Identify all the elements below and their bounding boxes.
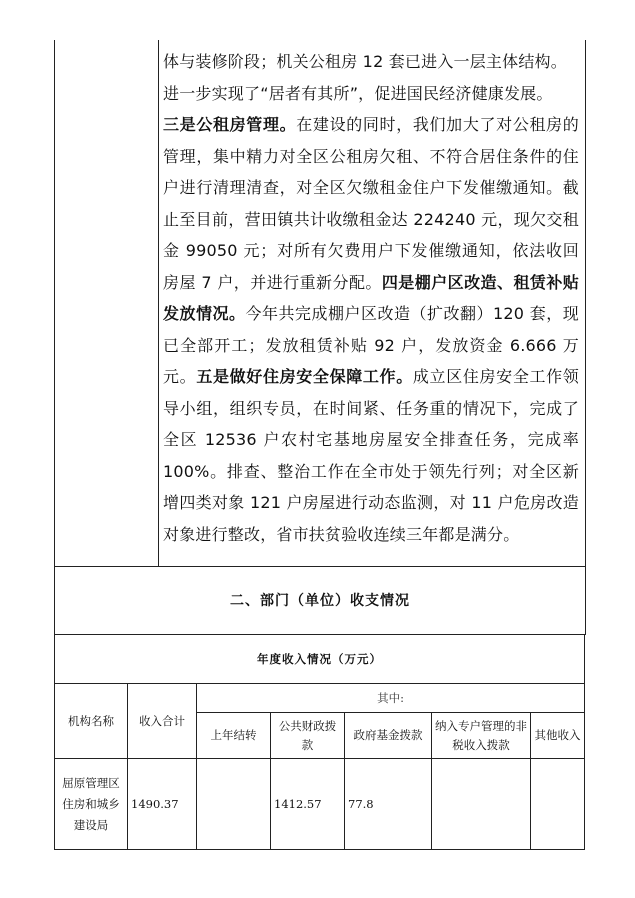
- narrative-label-cell: [55, 40, 159, 566]
- header-other: 其他收入: [531, 713, 585, 759]
- income-table-title: 年度收入情况（万元）: [55, 635, 585, 684]
- paragraph-text: 今年共完成棚户区改造（扩改翻）120 套，现已全部开工；发放租赁补贴 92 户，发放资金 6.666 万元。: [163, 304, 579, 386]
- section-title: 二、部门（单位）收支情况: [54, 566, 586, 635]
- cell-special-account: [432, 759, 531, 850]
- paragraph-heading: 三是公租房管理。: [163, 115, 297, 134]
- narrative-line: 体与装修阶段；机关公租房 12 套已进入一层主体结构。: [163, 52, 567, 71]
- paragraph-heading: 五是做好住房安全保障工作。: [196, 367, 413, 386]
- paragraph-text: 在建设的同时，我们加大了对公租房的管理，集中精力对全区公租房欠租、不符合居住条件的住户进行清理清查，对全区欠缴租金住户下发催缴通知。截止至目前，营田镇共计收缴租金达 224240 元，现欠交租金 99050 元；对所有欠费用户下发催缴通知，依法收回房屋 7 户，并进行重新分配。: [163, 115, 579, 292]
- cell-org-name: 屈原管理区住房和城乡建设局: [55, 759, 128, 850]
- header-prev-balance: 上年结转: [197, 713, 271, 759]
- narrative-line: 进一步实现了“居者有其所”，促进国民经济健康发展。: [163, 83, 553, 103]
- cell-gov-fund: 77.8: [345, 759, 432, 850]
- header-qizhong: 其中:: [197, 684, 585, 713]
- narrative-table: [54, 40, 586, 567]
- table-row: [55, 759, 585, 850]
- paragraph-text: 成立区住房安全工作领导小组，组织专员，在时间紧、任务重的情况下，完成了全区 12536 户农村宅基地房屋安全排查任务，完成率 100%。排查、整治工作在全市处于领先行列；对全区新增四类对象 121 户房屋进行动态监测，对 11 户危房改造对象进行整改，省市扶贫验收连续三年都是满分。: [163, 367, 579, 544]
- header-special-account: 纳入专户管理的非税收入拨款: [432, 713, 531, 759]
- header-gov-fund: 政府基金拨款: [345, 713, 432, 759]
- header-total: 收入合计: [128, 684, 197, 759]
- cell-prev-balance: [197, 759, 271, 850]
- cell-public-finance: 1412.57: [271, 759, 345, 850]
- paragraph-heading: 四是棚户区改造、租赁补贴发放情况。: [163, 272, 579, 323]
- header-public-finance: 公共财政拨款: [271, 713, 345, 759]
- income-table: [54, 634, 584, 847]
- header-org-name: 机构名称: [55, 684, 128, 759]
- cell-other: [531, 759, 585, 850]
- narrative-text: [163, 46, 579, 550]
- cell-total: 1490.37: [128, 759, 197, 850]
